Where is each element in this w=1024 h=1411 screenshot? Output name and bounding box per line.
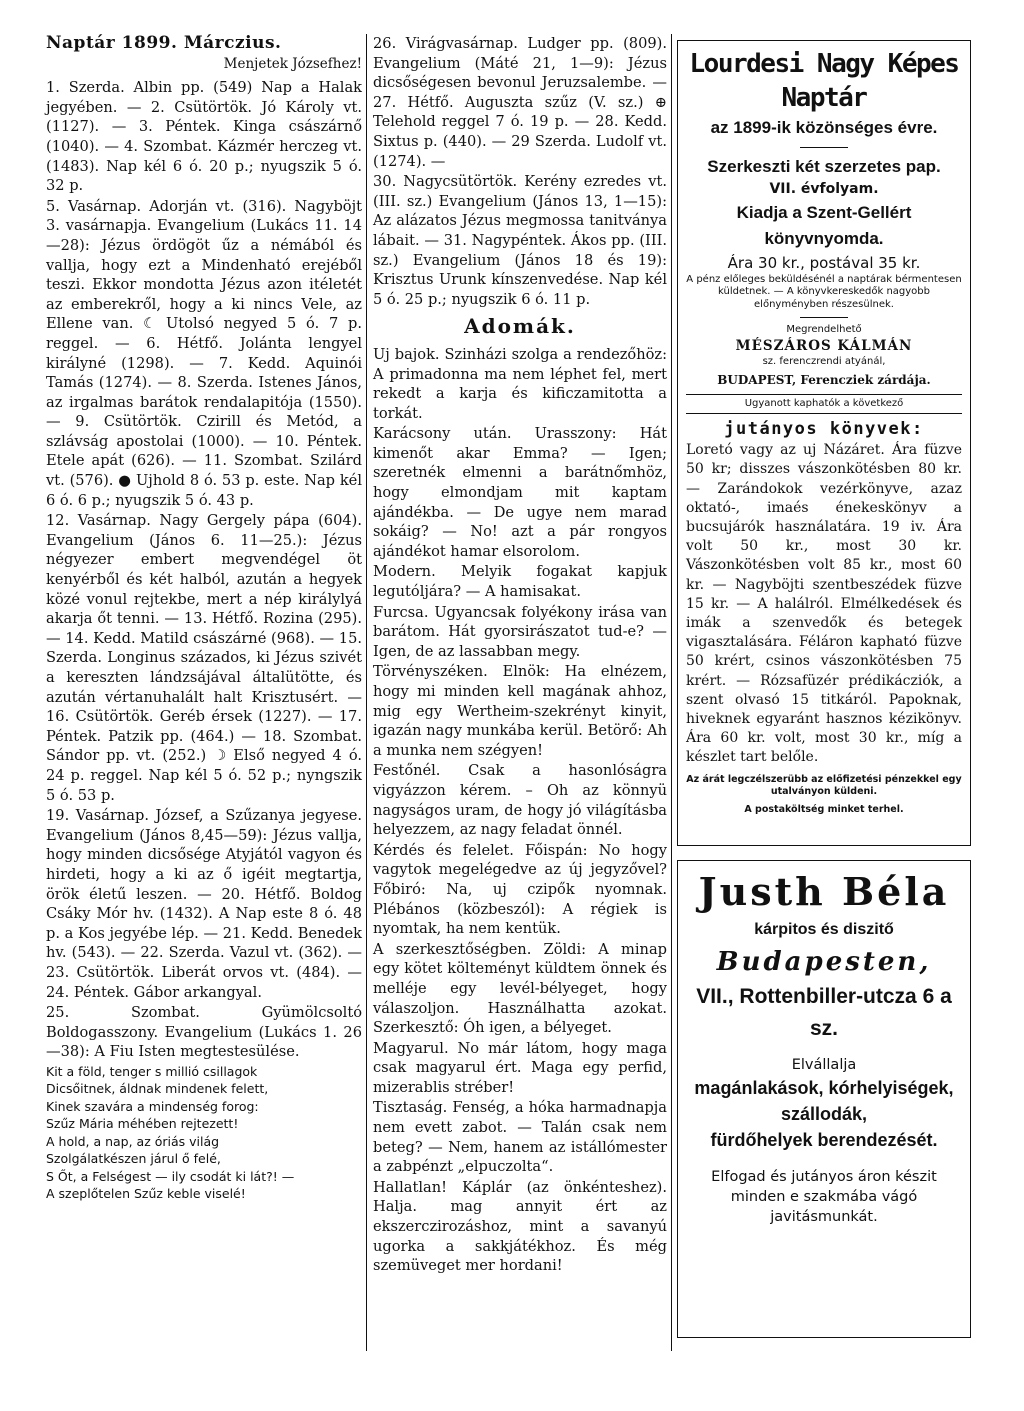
- column-rule-1: [366, 34, 367, 1351]
- ad2-name: Justh Béla: [698, 869, 950, 914]
- poem-line: S Őt, a Felségest — ily csodát ki lát?! —: [46, 1168, 295, 1184]
- upholsterer-advertisement: [677, 860, 971, 1338]
- poem-line: Szűz Mária méhében rejtezett!: [46, 1116, 239, 1132]
- calendar-paragraph: 30. Nagycsütörtök. Kerény ezredes vt. (III. sz.) Evangelium (János 13, 1—15): Az alázatos Jézus megmossa tanitványa lábait. — 31. Nagypéntek. Ákos pp. (III. sz.) Evangelium (János 18 és 19): Krisztus Urunk kínszenvedése. Nap kél 5 ó. 25 p.; nyugszik 6 ó. 11 p.: [373, 173, 667, 308]
- ad-address: BUDAPEST, Ferencziek zárdája.: [717, 372, 931, 387]
- anecdote: Hallatlan! Káplár (az önkénteshez). Halja. mag annyit ért az ekszerczirozáshoz, mint a savanyú ugorka a sakkjátékhoz. És még szemüveget mer hordani!: [373, 1178, 667, 1275]
- calendar-column: [46, 34, 362, 1203]
- ad2-offer: magánlakások, kórhelyiségek,: [694, 1078, 954, 1098]
- anecdote: Karácsony után. Urasszony: Hát kimenőt akar Emma? — Igen; szeretnék elmenni a barátnőmhöz, hogy elmondjam mit kaptam ajándékba. — De ugye nem marad sokáig? — No! azt a pár rongyos ajándékot hamar elsorolom.: [373, 425, 667, 560]
- calendar-paragraph: 25. Szombat. Gyümölcsoltó Boldogasszony. Evangelium (Lukács 1. 26—38): A Fiu Isten megtestesülése.: [46, 1004, 362, 1061]
- poem-line: Szolgálatkészen járul ő felé,: [46, 1151, 221, 1167]
- ad2-city: Budapesten,: [716, 947, 932, 977]
- ad-books-heading: jutányos könyvek:: [724, 419, 924, 440]
- divider: [800, 317, 848, 318]
- ad2-offer-intro: Elvállalja: [791, 1057, 857, 1073]
- ad2-offer: fürdőhelyek berendezését.: [710, 1130, 938, 1150]
- ad-editors: Szerkeszti két szerzetes pap.: [707, 157, 941, 176]
- calendar-paragraph: 5. Vasárnap. Adorján vt. (316). Nagyböjt 3. vasárnapja. Evangelium (Lukács 11. 14—28): Jézus ördögöt űz a némából és vallja, hogy ezt a Mindenható erejéből teszi. Ekkor mondotta Jézus azon itéletét az emberekről, hogy a ki nincs Vele, az Ellene van. ☾ Utolsó negyed 5 ó. 7 p. reggel. — 6. Hétfő. Jolánta lengyel királyné (1298). — 7. Kedd. Aquinói Tamás (1274). — 8. Szerda. Istenes János, az irgalmas barátok rendalapitója (1550). — 9. Csütörtök. Czirill és Metód, a szlávság apostolai (1000). — 10. Péntek. Etele apát (626). — 11. Szombat. Szilárd vt. (576). ● Ujhold 8 ó. 53 p. este. Nap kél 6 ó. 6 p.; nyugszik 5 ó. 43 p.: [46, 197, 362, 509]
- poem-line: A hold, a nap, az óriás világ: [46, 1133, 220, 1149]
- ad2-street: VII., Rottenbiller-utcza 6 a sz.: [696, 985, 952, 1040]
- anecdote: Uj bajok. Szinházi szolga a rendezőhöz: A primadonna ma nem léphet fel, mert rekedt a karja és kificzamitotta a torkát.: [373, 345, 667, 422]
- calendar-paragraph: 26. Virágvasárnap. Ludger pp. (809). Evangelium (Máté 21, 1—9): Jézus dicsőségesen bevonul Jeruzsalembe. — 27. Hétfő. Auguszta szűz (V. sz.) ⊕ Telehold reggel 7 ó. 19 p. — 28. Kedd. Sixtus p. (440). — 29 Szerda. Ludolf vt. (1274). —: [373, 35, 667, 170]
- calendar-paragraph: 1. Szerda. Albin pp. (549) Nap a Halak jegyében. — 2. Csütörtök. Jó Károly vt. (1127). — 3. Péntek. Kinga császárnő (1040). — 4. Szombat. Kázmér herczeg vt. (1483). Nap kél 6 ó. 20 p.; nyugszik 5 ó. 32 p.: [46, 79, 362, 195]
- anecdote: Festőnél. Csak a hasonlóságra vigyázzon kérem. – Oh az könnyü nagyságos uram, de hogy jó világításba helyezzem, az nagy feladat önnél.: [373, 762, 667, 839]
- anecdotes-title: Adomák.: [464, 314, 576, 339]
- ad-seller-role: sz. ferenczrendi atyánál,: [762, 356, 886, 368]
- ad-order-label: Megrendelhető: [786, 324, 862, 336]
- calendar-heading: Naptár 1899. Márczius.: [46, 33, 282, 53]
- anecdote: Tisztaság. Fenség, a hóka harmadnapja nem evett zabot. — Talán csak nem beteg? — Nem, hanem az istállómester a zabpénzt „elpuczolta“.: [373, 1099, 667, 1176]
- anecdote: Törvényszéken. Elnök: Ha elnézem, hogy mi minden kell magának ahhoz, mig egy Wertheim-szekrényt kinyit, igazán nagy munkába kerül. Betörő: Ah a munka nem szégyen!: [373, 663, 667, 759]
- anecdote: Furcsa. Ugyancsak folyékony irása van barátom. Hát gyorsirászatot tud-e? — Igen, de az lassabban megy.: [373, 603, 667, 660]
- ad-volume: VII. évfolyam.: [769, 181, 879, 197]
- ad-discount-note: A pénz előleges beküldésénél a naptárak bérmentesen küldetnek. — A könyvkereskedők nagyobb előnyményben részesülnek.: [686, 273, 962, 310]
- ad-title: Lourdesi Nagy Képes Naptár: [689, 49, 959, 113]
- ad-seller-name: MÉSZÁROS KÁLMÁN: [735, 337, 913, 354]
- divider: [800, 147, 848, 148]
- ad-year-line: az 1899-ik közönséges évre.: [710, 118, 938, 137]
- ad-payment-note: Az árát legczélszerübb az előfizetési pénzekkel egy utalványon küldeni.: [686, 773, 962, 797]
- anecdote: Modern. Melyik fogakat kapjuk legutóljára? — A hamisakat.: [373, 563, 667, 601]
- poem-line: Kit a föld, tenger s millió csillagok: [46, 1063, 258, 1079]
- ads-column: [677, 40, 971, 1338]
- anecdote: Kérdés és felelet. Főispán: No hogy vagytok megelégedve az új jegyzővel? Főbiró: Na, uj czipők nyomnak. Plébános (közbeszól): A régiek is nyomtak, ha nem kentük.: [373, 841, 667, 938]
- anecdotes-column: [373, 34, 667, 1277]
- ad-also-label: Ugyanott kaphatók a következő: [686, 394, 962, 415]
- poem-line: Dicsőitnek, áldnak mindenek felett,: [46, 1081, 269, 1097]
- ad2-footer: Elfogad és jutányos áron készit minden e szakmába vágó javitásmunkát.: [711, 1169, 937, 1225]
- ad-price: Ára 30 kr., postával 35 kr.: [727, 253, 921, 272]
- ad2-trade: kárpitos és diszitő: [754, 921, 894, 938]
- anecdote: Magyarul. No már látom, hogy maga csak magyarul ért. Maga egy perfid, mizerablis stréber!: [373, 1039, 667, 1096]
- anecdote: A szerkesztőségben. Zöldi: A minap egy kötet költeményt küldtem önnek és melléje egy levél-bélyeget, hogy válaszoljon. Használhatta azokat. Szerkesztő: Óh igen, a bélyeget.: [373, 940, 667, 1037]
- ad2-offer: szállodák,: [780, 1104, 868, 1124]
- calendar-advertisement: [677, 40, 971, 846]
- ad-postage-note: A postaköltség minket terhel.: [744, 803, 904, 815]
- ad-books-text: Loretó vagy az uj Názáret. Ára füzve 50 kr; disszes vászonkötésben 80 kr. — Zarándokok vezérkönyve, azaz oktató-, imaés énekeskönyv a bucsujárók használatára. 19 iv. Ára volt 50 kr., most 30 kr. Vászonkötésben volt 85 kr., most 60 kr. — Nagyböjti szentbeszédek füzve 15 kr. — A halálról. Elmélkedések és imák a szenvedők és betegek vigasztalására. Féláron kapható füzve 50 krért, csinos vászonkötésben 75 krért. — Rózsafüzér prédikácziók, a szent olvasó 15 titkáról. Papoknak, hiveknek egyaránt hasznos kézikönyv. Ára 60 kr. volt, most 30 kr., míg a készlet tart belőle.: [686, 442, 962, 766]
- poem-line: A szeplőtelen Szűz keble viselé!: [46, 1186, 246, 1202]
- column-rule-2: [671, 34, 672, 1351]
- poem-line: Kinek szavára a mindenség forog:: [46, 1098, 259, 1114]
- calendar-paragraph: 19. Vasárnap. József, a Szűzanya jegyese. Evangelium (János 8,45—59): Jézus vallja, hogy minden dicsősége Atyjától vagyon és hirdeti, hogy a ki az ő igéit megtartja, örök életű leszen. — 20. Hétfő. Boldog Csáky Mór hv. (1432). A Nap este 8 ó. 48 p. a Kos jegyébe lép. — 21. Kedd. Benedek hv. (543). — 22. Szerda. Vazul vt. (362). — 23. Csütörtök. Liberát orvos vt. (484). — 24. Péntek. Gábor arkangyal.: [46, 807, 362, 1001]
- poem: [46, 1063, 362, 1203]
- calendar-paragraph: 12. Vasárnap. Nagy Gergely pápa (604). Evangelium (János 6. 11—25.): Jézus négyezer embert megvendégel öt kenyérből és két halból, azután a hegyek közé vonul rejtekbe, mert a nép királylyá akarja őt tenni. — 13. Hétfő. Rozina (295). — 14. Kedd. Matild császárné (968). — 15. Szerda. Longinus százados, ki Jézus szivét a kereszten lándzsájával általütötte, és azután vértanuhalált halt Krisztusért. — 16. Csütörtök. Geréb érsek (1227). — 17. Péntek. Patzik pp. (464.) — 18. Szombat. Sándor pp. vt. (252.) ☽ Első negyed 4 ó. 24 p. reggel. Nap kél 5 ó. 52 p.; nyngszik 5 ó. 53 p.: [46, 512, 362, 804]
- ad-publisher: Kiadja a Szent-Gellért könyvnyomda.: [736, 202, 912, 248]
- calendar-subheading: Menjetek Józsefhez!: [223, 55, 362, 72]
